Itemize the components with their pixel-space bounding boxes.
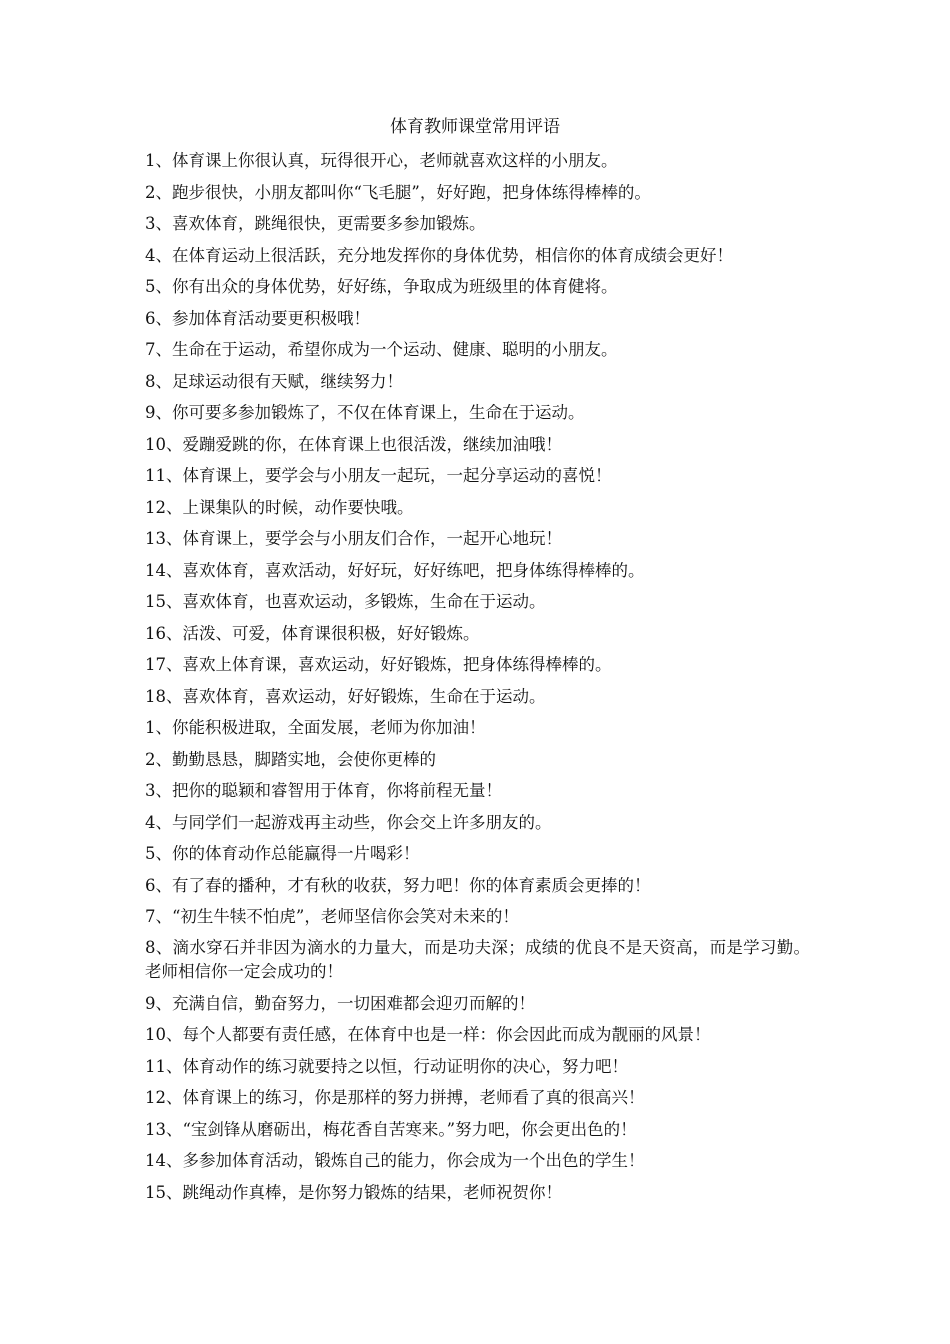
document-title: 体育教师课堂常用评语 (390, 117, 560, 137)
comment-line: 6、有了春的播种，才有秋的收获，努力吧！你的体育素质会更捧的！ (145, 875, 651, 895)
comment-line: 3、把你的聪颖和睿智用于体育，你将前程无量！ (145, 781, 502, 800)
comment-line: 7、“初生牛犊不怕虎”，老师坚信你会笑对未来的！ (145, 907, 519, 926)
comment-line: 9、充满自信，勤奋努力，一切困难都会迎刃而解的！ (145, 993, 535, 1013)
comment-line: 2、勤勤恳恳，脚踏实地，会使你更棒的 (145, 749, 436, 769)
comment-line: 6、参加体育活动要更积极哦！ (145, 308, 370, 328)
comment-line: 18、喜欢体育，喜欢运动，好好锻炼，生命在于运动。 (145, 686, 546, 706)
comment-line: 15、喜欢体育，也喜欢运动，多锻炼，生命在于运动。 (145, 592, 546, 611)
comment-line: 4、在体育运动上很活跃，充分地发挥你的身体优势，相信你的体育成绩会更好！ (145, 245, 733, 265)
comment-line: 11、体育动作的练习就要持之以恒，行动证明你的决心，努力吧！ (145, 1056, 628, 1076)
comment-line: 16、活泼、可爱，体育课很积极，好好锻炼。 (145, 623, 480, 643)
comment-list (145, 145, 810, 1208)
comment-line: 14、喜欢体育，喜欢活动，好好玩，好好练吧，把身体练得棒棒的。 (145, 560, 645, 580)
comment-line: 12、体育课上的练习，你是那样的努力拼搏，老师看了真的很高兴！ (145, 1088, 645, 1107)
comment-line: 4、与同学们一起游戏再主动些，你会交上许多朋友的。 (145, 812, 552, 832)
comment-line: 8、滴水穿石并非因为滴水的力量大，而是功夫深；成绩的优良不是天资高，而是学习勤。老师相信你一定会成功的！ (145, 937, 810, 981)
comment-line: 7、生命在于运动，希望你成为一个运动、健康、聪明的小朋友。 (145, 340, 618, 359)
comment-line: 13、体育课上，要学会与小朋友们合作，一起开心地玩！ (145, 529, 562, 548)
comment-line: 8、足球运动很有天赋，继续努力！ (145, 371, 403, 391)
comment-line: 1、你能积极进取，全面发展，老师为你加油！ (145, 718, 486, 737)
comment-line: 14、多参加体育活动，锻炼自己的能力，你会成为一个出色的学生！ (145, 1151, 645, 1170)
comment-line: 9、你可要多参加锻炼了，不仅在体育课上，生命在于运动。 (145, 403, 585, 422)
comment-line: 5、你的体育动作总能赢得一片喝彩！ (145, 844, 420, 863)
comment-line: 11、体育课上，要学会与小朋友一起玩，一起分享运动的喜悦！ (145, 466, 612, 485)
comment-line: 15、跳绳动作真棒，是你努力锻炼的结果，老师祝贺你！ (145, 1182, 562, 1202)
comment-line: 1、体育课上你很认真，玩得很开心，老师就喜欢这样的小朋友。 (145, 151, 618, 170)
comment-line: 3、喜欢体育，跳绳很快，更需要多参加锻炼。 (145, 214, 486, 233)
comment-line: 5、你有出众的身体优势，好好练，争取成为班级里的体育健将。 (145, 277, 618, 296)
comment-line: 2、跑步很快，小朋友都叫你“飞毛腿”，好好跑，把身体练得棒棒的。 (145, 182, 651, 202)
comment-line: 12、上课集队的时候，动作要快哦。 (145, 497, 414, 517)
comment-line: 13、“宝剑锋从磨砺出，梅花香自苦寒来。”努力吧，你会更出色的！ (145, 1119, 637, 1139)
comment-line: 10、每个人都要有责任感，在体育中也是一样：你会因此而成为靓丽的风景！ (145, 1025, 711, 1044)
comment-line: 10、爱蹦爱跳的你，在体育课上也很活泼，继续加油哦！ (145, 434, 562, 454)
comment-line: 17、喜欢上体育课，喜欢运动，好好锻炼，把身体练得棒棒的。 (145, 655, 612, 674)
